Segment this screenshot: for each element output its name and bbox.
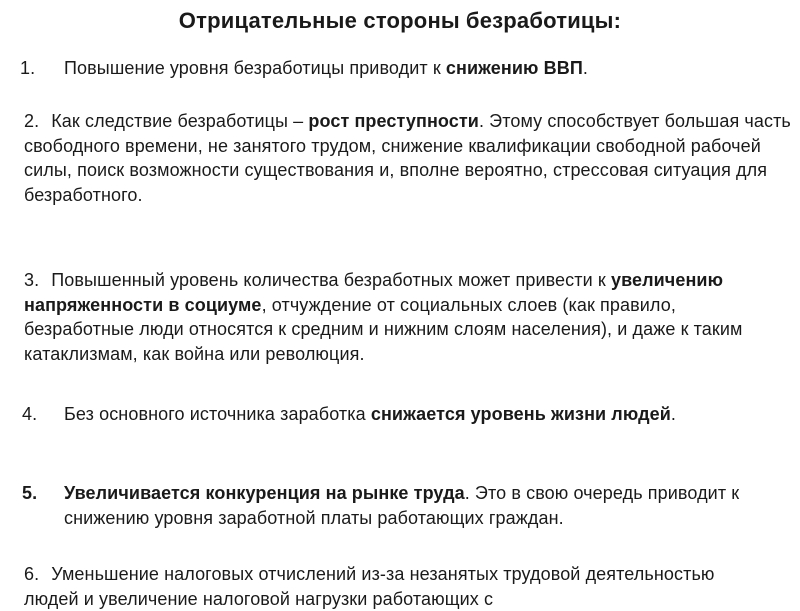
title-colon: : — [613, 8, 622, 33]
list-text-4: Без основного источника заработка снижается уровень жизни людей. — [64, 404, 676, 424]
list-item-5 — [0, 481, 800, 533]
page-title — [0, 6, 800, 36]
emphasis-5: Увеличивается конкуренция на рынке труда — [64, 483, 465, 503]
title-main: Отрицательные стороны — [178, 8, 460, 33]
list-number-6: 6. — [24, 564, 40, 584]
emphasis-4: снижается уровень жизни людей — [370, 404, 671, 424]
list-number-3: 3. — [24, 270, 40, 290]
list-item-3: 3. Повышенный уровень количества безработных может привести к увеличению напряженности в социуме, отчуждение от социальных слоев (как правило, безработные люди относятся к средним и нижним слоям населения), и даже к таким катаклизмам, как война или революция. — [24, 270, 743, 364]
list-text-5: Увеличивается конкуренция на рынке труда. Это в свою очередь приводит к снижению уровня заработной платы работающих граждан. — [64, 483, 740, 528]
title-word: безработицы — [465, 8, 614, 33]
list-number-1: 1. — [20, 58, 36, 78]
list-text-1: Повышение уровня безработицы приводит к снижению ВВП. — [64, 58, 588, 78]
list-item-1 — [0, 56, 800, 82]
list-number-5: 5. — [22, 483, 38, 503]
emphasis-3: увеличению напряженности в социуме — [24, 270, 724, 315]
list-number-4: 4. — [22, 404, 38, 424]
list-number-2: 2. — [24, 111, 40, 131]
list-item-2: 2. Как следствие безработицы – рост преступности. Этому способствует большая часть свободного времени, не занятого трудом, снижение квалификации свободной рабочей силы, поиск возможности существования и, вполне вероятно, стрессовая ситуация для безработного. — [24, 111, 791, 205]
emphasis-2: рост преступности — [308, 111, 479, 131]
list-item-6: 6. Уменьшение налоговых отчислений из-за незанятых трудовой деятельностью людей и увеличение налоговой нагрузки работающих с — [24, 564, 715, 609]
emphasis-1: снижению ВВП — [445, 58, 583, 78]
list-item-4 — [0, 402, 800, 454]
